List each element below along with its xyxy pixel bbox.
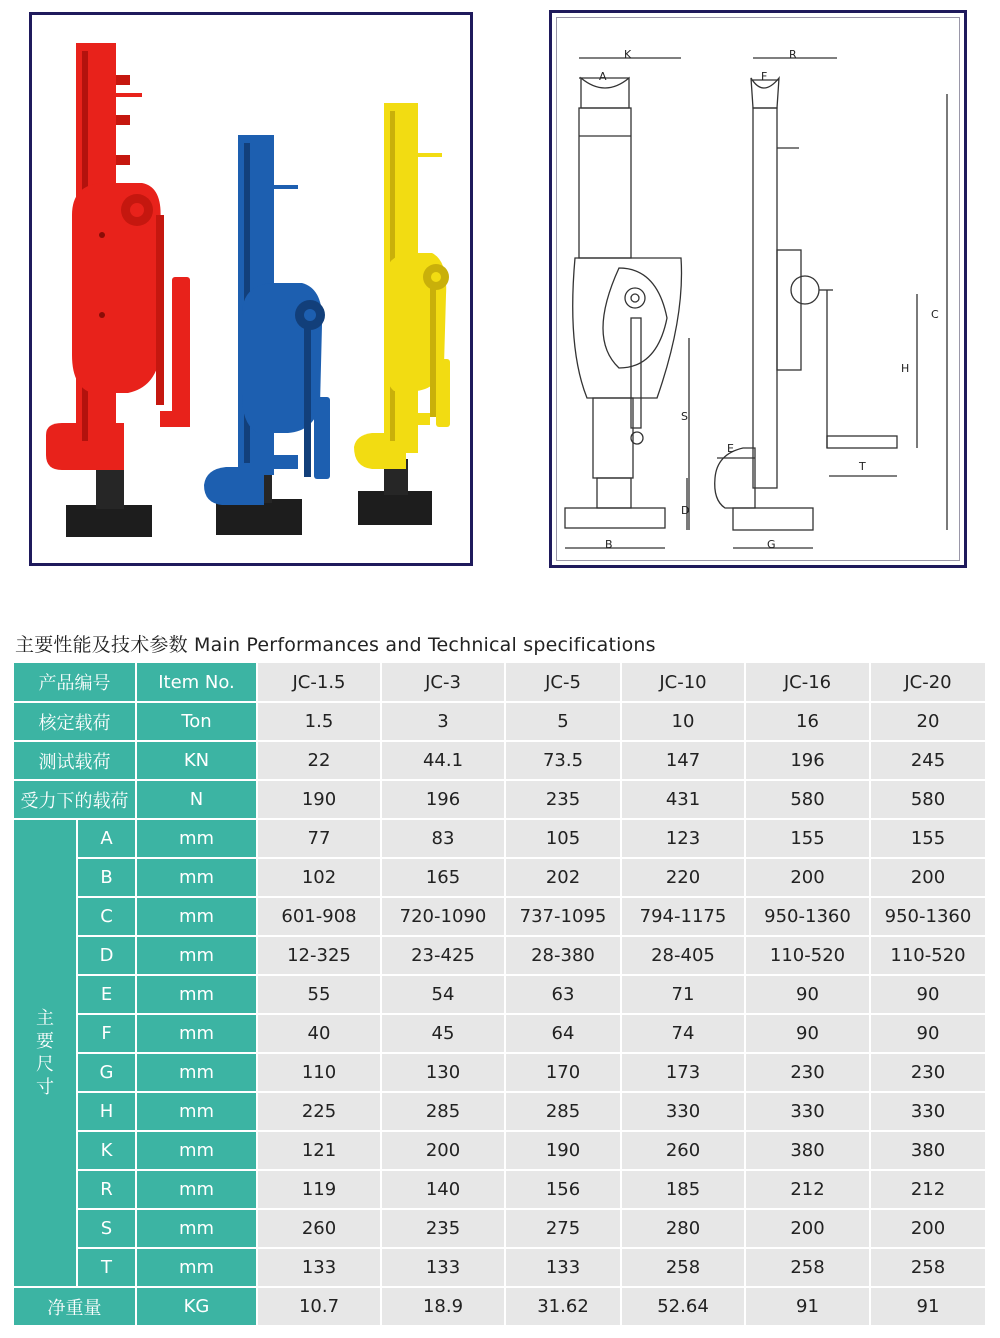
row-unit: mm (136, 858, 257, 897)
row-cn-label: 核定载荷 (14, 702, 136, 741)
table-row (14, 780, 986, 819)
dimension-key: C (77, 897, 136, 936)
value-cell: 200 (745, 1209, 870, 1248)
value-cell: 580 (870, 780, 986, 819)
table-row (14, 819, 986, 858)
table-row (14, 1248, 986, 1287)
dim-label-e: E (727, 442, 734, 455)
dimension-group-char: 主 (36, 1008, 54, 1029)
row-unit: mm (136, 975, 257, 1014)
dim-label-t: T (859, 460, 866, 473)
value-cell: 20 (870, 702, 986, 741)
value-cell: 230 (870, 1053, 986, 1092)
value-cell: 45 (381, 1014, 505, 1053)
value-cell: 950-1360 (870, 897, 986, 936)
value-cell: 123 (621, 819, 745, 858)
technical-drawing-lines (557, 18, 965, 566)
row-unit: mm (136, 1053, 257, 1092)
value-cell: 31.62 (505, 1287, 621, 1326)
dimension-key: R (77, 1170, 136, 1209)
dimension-key: T (77, 1248, 136, 1287)
dim-label-d: D (681, 504, 690, 517)
dimension-key: E (77, 975, 136, 1014)
value-cell: 230 (745, 1053, 870, 1092)
value-cell: 200 (381, 1131, 505, 1170)
value-cell: 235 (505, 780, 621, 819)
table-row (14, 936, 986, 975)
technical-drawing-border (556, 17, 960, 561)
value-cell: 196 (381, 780, 505, 819)
value-cell: 1.5 (257, 702, 381, 741)
value-cell: 260 (621, 1131, 745, 1170)
value-cell: 212 (870, 1170, 986, 1209)
dimension-group-char: 尺 (36, 1054, 54, 1075)
value-cell: 44.1 (381, 741, 505, 780)
technical-drawing (549, 10, 967, 568)
header-item-no: Item No. (136, 663, 257, 702)
value-cell: 245 (870, 741, 986, 780)
value-cell: 52.64 (621, 1287, 745, 1326)
value-cell: 90 (745, 975, 870, 1014)
dimension-key: H (77, 1092, 136, 1131)
row-unit: mm (136, 897, 257, 936)
value-cell: 200 (870, 1209, 986, 1248)
dim-label-a: A (599, 70, 607, 83)
value-cell: 190 (257, 780, 381, 819)
value-cell: 105 (505, 819, 621, 858)
value-cell: 155 (870, 819, 986, 858)
value-cell: 3 (381, 702, 505, 741)
value-cell: 601-908 (257, 897, 381, 936)
value-cell: 258 (745, 1248, 870, 1287)
value-cell: 285 (381, 1092, 505, 1131)
row-unit: KN (136, 741, 257, 780)
dimension-key: F (77, 1014, 136, 1053)
model-name: JC-16 (745, 663, 870, 702)
value-cell: 794-1175 (621, 897, 745, 936)
value-cell: 18.9 (381, 1287, 505, 1326)
value-cell: 133 (257, 1248, 381, 1287)
dim-label-r: R (789, 48, 797, 61)
table-row (14, 975, 986, 1014)
value-cell: 225 (257, 1092, 381, 1131)
table-row (14, 858, 986, 897)
value-cell: 275 (505, 1209, 621, 1248)
header-cn-label: 产品编号 (14, 663, 136, 702)
dimension-key: D (77, 936, 136, 975)
model-name: JC-5 (505, 663, 621, 702)
value-cell: 40 (257, 1014, 381, 1053)
value-cell: 380 (870, 1131, 986, 1170)
value-cell: 83 (381, 819, 505, 858)
table-row (14, 741, 986, 780)
value-cell: 73.5 (505, 741, 621, 780)
value-cell: 54 (381, 975, 505, 1014)
value-cell: 258 (621, 1248, 745, 1287)
table-row (14, 1287, 986, 1326)
product-photo-image (32, 15, 470, 563)
value-cell: 28-405 (621, 936, 745, 975)
value-cell: 185 (621, 1170, 745, 1209)
red-rack-jack (46, 43, 190, 537)
model-name: JC-20 (870, 663, 986, 702)
value-cell: 10 (621, 702, 745, 741)
value-cell: 10.7 (257, 1287, 381, 1326)
row-unit: mm (136, 1014, 257, 1053)
dimension-group-char: 要 (36, 1031, 54, 1052)
row-unit: mm (136, 1209, 257, 1248)
value-cell: 212 (745, 1170, 870, 1209)
model-name: JC-10 (621, 663, 745, 702)
table-row (14, 1053, 986, 1092)
value-cell: 130 (381, 1053, 505, 1092)
model-name: JC-3 (381, 663, 505, 702)
value-cell: 91 (745, 1287, 870, 1326)
value-cell: 330 (870, 1092, 986, 1131)
dim-label-c: C (931, 308, 939, 321)
value-cell: 28-380 (505, 936, 621, 975)
dimension-key: S (77, 1209, 136, 1248)
value-cell: 330 (621, 1092, 745, 1131)
value-cell: 280 (621, 1209, 745, 1248)
row-cn-label: 测试载荷 (14, 741, 136, 780)
dim-label-f: F (761, 70, 768, 83)
dim-label-b: B (605, 538, 613, 551)
value-cell: 110-520 (870, 936, 986, 975)
value-cell: 235 (381, 1209, 505, 1248)
value-cell: 140 (381, 1170, 505, 1209)
value-cell: 156 (505, 1170, 621, 1209)
row-unit: KG (136, 1287, 257, 1326)
value-cell: 16 (745, 702, 870, 741)
value-cell: 121 (257, 1131, 381, 1170)
dimension-key: K (77, 1131, 136, 1170)
value-cell: 950-1360 (745, 897, 870, 936)
dimension-group-char: 寸 (36, 1077, 54, 1098)
value-cell: 23-425 (381, 936, 505, 975)
value-cell: 202 (505, 858, 621, 897)
value-cell: 90 (870, 1014, 986, 1053)
row-unit: N (136, 780, 257, 819)
value-cell: 110 (257, 1053, 381, 1092)
blue-rack-jack (204, 135, 330, 535)
row-unit: mm (136, 1131, 257, 1170)
table-row (14, 897, 986, 936)
value-cell: 260 (257, 1209, 381, 1248)
yellow-rack-jack (354, 103, 450, 525)
value-cell: 91 (870, 1287, 986, 1326)
value-cell: 431 (621, 780, 745, 819)
value-cell: 200 (745, 858, 870, 897)
dimension-key: G (77, 1053, 136, 1092)
value-cell: 173 (621, 1053, 745, 1092)
value-cell: 64 (505, 1014, 621, 1053)
dimension-key: B (77, 858, 136, 897)
dim-label-k: K (624, 48, 632, 61)
value-cell: 147 (621, 741, 745, 780)
value-cell: 196 (745, 741, 870, 780)
row-unit: Ton (136, 702, 257, 741)
row-unit: mm (136, 1170, 257, 1209)
value-cell: 285 (505, 1092, 621, 1131)
value-cell: 330 (745, 1092, 870, 1131)
dim-label-h: H (901, 362, 910, 375)
value-cell: 380 (745, 1131, 870, 1170)
value-cell: 119 (257, 1170, 381, 1209)
value-cell: 720-1090 (381, 897, 505, 936)
dim-label-g: G (767, 538, 776, 551)
row-unit: mm (136, 936, 257, 975)
value-cell: 102 (257, 858, 381, 897)
row-cn-label: 净重量 (14, 1287, 136, 1326)
table-row (14, 1014, 986, 1053)
row-cn-label: 受力下的载荷 (14, 780, 136, 819)
value-cell: 74 (621, 1014, 745, 1053)
value-cell: 170 (505, 1053, 621, 1092)
table-header-row (14, 663, 986, 702)
table-row (14, 1209, 986, 1248)
value-cell: 77 (257, 819, 381, 858)
value-cell: 165 (381, 858, 505, 897)
dimension-group-label (14, 819, 77, 1287)
value-cell: 155 (745, 819, 870, 858)
value-cell: 133 (381, 1248, 505, 1287)
value-cell: 737-1095 (505, 897, 621, 936)
value-cell: 5 (505, 702, 621, 741)
value-cell: 90 (870, 975, 986, 1014)
product-photo (29, 12, 473, 566)
value-cell: 22 (257, 741, 381, 780)
value-cell: 133 (505, 1248, 621, 1287)
row-unit: mm (136, 819, 257, 858)
value-cell: 580 (745, 780, 870, 819)
value-cell: 110-520 (745, 936, 870, 975)
value-cell: 63 (505, 975, 621, 1014)
table-row (14, 1170, 986, 1209)
dim-label-s: S (681, 410, 688, 423)
value-cell: 90 (745, 1014, 870, 1053)
model-name: JC-1.5 (257, 663, 381, 702)
value-cell: 55 (257, 975, 381, 1014)
value-cell: 71 (621, 975, 745, 1014)
value-cell: 190 (505, 1131, 621, 1170)
spec-table (14, 663, 987, 1327)
value-cell: 12-325 (257, 936, 381, 975)
row-unit: mm (136, 1092, 257, 1131)
dimension-key: A (77, 819, 136, 858)
row-unit: mm (136, 1248, 257, 1287)
value-cell: 258 (870, 1248, 986, 1287)
value-cell: 200 (870, 858, 986, 897)
table-row (14, 1131, 986, 1170)
table-row (14, 1092, 986, 1131)
table-row (14, 702, 986, 741)
value-cell: 220 (621, 858, 745, 897)
section-title: 主要性能及技术参数 Main Performances and Technical specifications (15, 634, 656, 656)
